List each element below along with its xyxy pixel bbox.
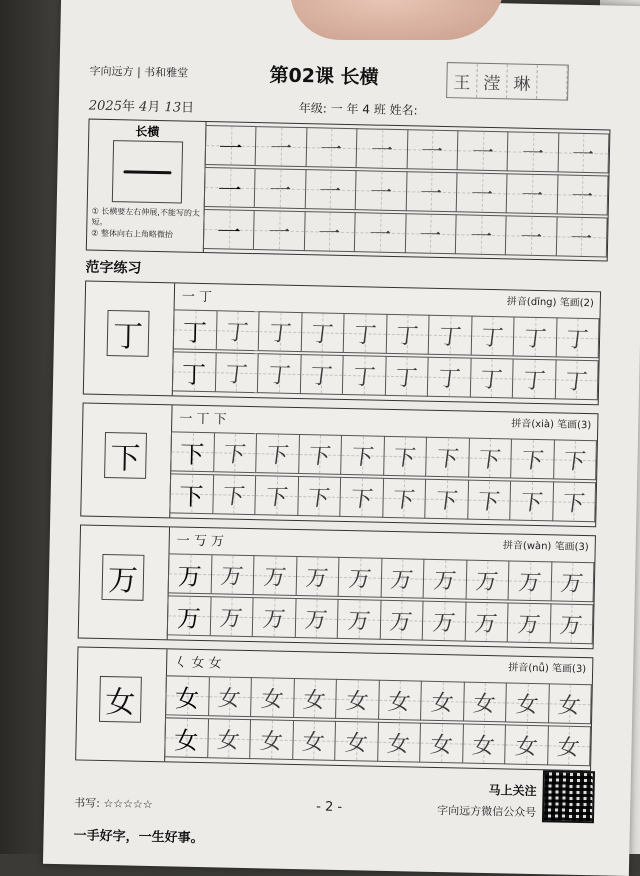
grid-cell: 一 (305, 211, 356, 252)
grid-cell: 女 (549, 683, 592, 724)
grid-cell: 万 (210, 596, 253, 637)
grid-cell: 一 (557, 174, 608, 215)
intro-title: 长横 (135, 124, 160, 140)
lesson-title: 第02课 长横 (269, 64, 379, 89)
grid-cell: 下 (469, 438, 512, 479)
grid-cell: 下 (213, 474, 256, 515)
grid-cell: 一 (254, 210, 305, 251)
grid-cell: 一 (405, 213, 456, 254)
model-char: 万 (101, 554, 144, 601)
intro-note-2: ② 整体向右上角略微抬 (91, 228, 173, 240)
grid-cell: 丁 (513, 359, 556, 400)
grid-cell: 一 (255, 168, 306, 209)
grid-cell: 一 (203, 209, 255, 250)
practice-row (164, 717, 591, 766)
grid-cell: 一 (204, 167, 256, 208)
class-name-label: 班 姓名: (373, 102, 418, 118)
grid-cell: 一 (357, 128, 408, 169)
grid-cell: 万 (168, 553, 212, 594)
grid-cell: 女 (293, 720, 336, 761)
grid-cell: 万 (508, 602, 551, 643)
grid-cell: 丁 (259, 311, 302, 352)
slogan: 一手好字，一生好事。 (73, 828, 204, 847)
grid-cell: 丁 (173, 309, 217, 350)
intro-box (87, 120, 207, 252)
grid-cell: 万 (253, 597, 296, 638)
grid-cell: 下 (384, 436, 427, 477)
model-char: 丁 (107, 310, 150, 357)
stroke-practice-grid (203, 122, 610, 260)
grid-cell: 万 (254, 555, 297, 596)
grid-cell: 一 (457, 130, 508, 171)
grid-cell: 丁 (172, 351, 216, 392)
grid-cell: 下 (554, 439, 597, 480)
grid-cell: 丁 (471, 316, 514, 357)
grid-cell: 下 (298, 476, 341, 517)
grid-cell: 万 (295, 598, 338, 639)
qr-code-icon (542, 770, 595, 823)
pinyin-strokes: 拼音(xià) 笔画(3) (511, 418, 592, 432)
grid-cell: 万 (167, 595, 211, 636)
pinyin-strokes: 拼音(nǚ) 笔画(3) (508, 662, 587, 676)
grid-cell: 万 (296, 556, 339, 597)
model-char-box (79, 525, 170, 639)
model-char: 下 (104, 432, 147, 479)
day-label: 日 (180, 100, 195, 116)
name-char: 滢 (477, 64, 508, 99)
practice-row (170, 431, 597, 480)
grid-cell: 丁 (514, 317, 557, 358)
grid-cell: 一 (506, 215, 557, 256)
grid-cell: 女 (208, 718, 251, 759)
grid-cell: 丁 (386, 314, 429, 355)
grid-cell: 女 (505, 724, 548, 765)
section-title: 范字练习 (85, 259, 142, 277)
practice-row (168, 553, 595, 602)
model-char: 女 (99, 676, 142, 723)
grade-line (299, 99, 418, 118)
stroke-row (203, 209, 608, 257)
grid-cell: 万 (424, 559, 467, 600)
grid-cell: 女 (463, 724, 506, 765)
grid-cell: 一 (256, 126, 307, 167)
grid-cell: 下 (425, 479, 468, 520)
grid-cell: 女 (548, 725, 591, 766)
grid-cell: 一 (558, 132, 609, 173)
grid-cell: 女 (379, 680, 422, 721)
grid-cell: 一 (556, 216, 607, 257)
practice-row (165, 675, 592, 724)
grid-cell: 万 (465, 602, 508, 643)
grade-value: 一 年 4 (330, 101, 371, 117)
practice-row (167, 595, 594, 644)
grid-cell: 一 (456, 214, 507, 255)
stroke-order: 一 丅 下 (179, 411, 227, 428)
model-char-box (81, 404, 172, 518)
grid-cell: 下 (341, 435, 384, 476)
grid-cell: 丁 (343, 355, 386, 396)
stroke-intro-panel (86, 119, 611, 262)
long-horizontal-stroke-diagram (112, 140, 183, 203)
grid-cell: 女 (165, 675, 209, 716)
grid-cell: 一 (355, 212, 406, 253)
intro-note-1: ① 长横要左右伸展,不能写的太短。 (91, 206, 200, 227)
worksheet-header (89, 57, 610, 98)
grid-cell: 女 (250, 719, 293, 760)
grid-cell: 丁 (344, 313, 387, 354)
grid-cell: 下 (426, 437, 469, 478)
stroke-order: 一 丁 (181, 289, 213, 306)
grid-cell: 丁 (555, 359, 598, 400)
grid-cell: 女 (336, 679, 379, 720)
grid-cell: 一 (205, 125, 257, 166)
worksheet-paper (43, 0, 640, 876)
grid-cell: 下 (170, 431, 214, 472)
grid-cell: 万 (211, 554, 254, 595)
grid-cell: 下 (255, 475, 298, 516)
date-year: 2025 (88, 98, 123, 115)
account-label: 字向远方微信公众号 (437, 804, 537, 820)
model-char-box (76, 647, 167, 761)
grid-cell: 丁 (301, 312, 344, 353)
grid-cell: 女 (335, 721, 378, 762)
grid-cell: 下 (299, 434, 342, 475)
stroke-row (205, 125, 610, 173)
grid-cell: 一 (406, 171, 457, 212)
date-day: 13 (164, 100, 182, 116)
grid-cell: 女 (420, 723, 463, 764)
char-practice-block (83, 281, 601, 406)
grid-cell: 丁 (216, 310, 259, 351)
grid-cell: 万 (466, 560, 509, 601)
grid-cell: 万 (380, 600, 423, 641)
grid-cell: 女 (209, 676, 252, 717)
practice-row (172, 351, 599, 400)
grid-cell: 丁 (470, 358, 513, 399)
grid-cell: 丁 (215, 352, 258, 393)
grid-cell: 一 (356, 170, 407, 211)
grid-cell: 一 (407, 129, 458, 170)
grid-cell: 万 (551, 561, 594, 602)
name-char: 王 (447, 63, 478, 98)
grid-cell: 下 (511, 438, 554, 479)
model-char-box (84, 282, 175, 396)
year-label: 年 (121, 99, 136, 115)
page-number: - 2 - (316, 799, 343, 816)
grid-cell: 下 (510, 480, 553, 521)
grid-cell: 一 (507, 173, 558, 214)
grid-cell: 下 (340, 477, 383, 518)
grid-cell: 女 (251, 677, 294, 718)
grid-cell: 一 (457, 172, 508, 213)
grid-cell: 一 (508, 131, 559, 172)
grid-cell: 丁 (300, 354, 343, 395)
stroke-order: 𡿨 女 女 (174, 655, 222, 672)
pinyin-strokes: 拼音(wàn) 笔画(3) (502, 540, 589, 554)
follow-label: 马上关注 (488, 783, 537, 799)
grid-cell: 丁 (429, 315, 472, 356)
practice-row (173, 309, 600, 358)
name-char: 琳 (507, 64, 538, 99)
char-practice-block (75, 646, 593, 771)
grid-cell: 万 (509, 560, 552, 601)
grid-cell: 女 (506, 682, 549, 723)
intro-notes (91, 206, 202, 241)
grid-cell: 下 (468, 480, 511, 521)
grid-cell: 丁 (258, 353, 301, 394)
grid-cell: 万 (339, 557, 382, 598)
grade-label: 年级: (298, 100, 328, 116)
grid-cell: 下 (383, 478, 426, 519)
writing-rating: 书写: ☆☆☆☆☆ (74, 796, 153, 812)
stroke-row (204, 167, 609, 215)
grid-cell: 一 (306, 127, 357, 168)
practice-row (169, 473, 596, 522)
grid-cell: 丁 (556, 317, 599, 358)
grid-cell: 女 (421, 681, 464, 722)
stroke-order: 一 丂 万 (176, 533, 225, 550)
date-line (89, 95, 195, 116)
date-month: 4 (138, 99, 148, 115)
grid-cell: 万 (381, 558, 424, 599)
name-empty-cell (537, 65, 568, 100)
grid-cell: 下 (256, 433, 299, 474)
grid-cell: 女 (464, 682, 507, 723)
char-practice-block (80, 402, 598, 527)
grid-cell: 下 (553, 481, 596, 522)
student-name-box (446, 62, 569, 101)
month-label: 月 (147, 99, 161, 116)
brand-logo: 字向远方 | 书和雅堂 (89, 64, 189, 80)
grid-cell: 万 (423, 601, 466, 642)
char-practice-block (78, 524, 596, 649)
grid-cell: 万 (550, 603, 593, 644)
grid-cell: 丁 (385, 356, 428, 397)
grid-cell: 一 (305, 169, 356, 210)
grid-cell: 女 (164, 717, 208, 758)
grid-cell: 女 (294, 678, 337, 719)
grid-cell: 万 (338, 599, 381, 640)
grid-cell: 女 (378, 722, 421, 763)
grid-cell: 下 (214, 432, 257, 473)
grid-cell: 丁 (428, 357, 471, 398)
pinyin-strokes: 拼音(dīng) 笔画(2) (506, 296, 594, 310)
grid-cell: 下 (169, 473, 213, 514)
